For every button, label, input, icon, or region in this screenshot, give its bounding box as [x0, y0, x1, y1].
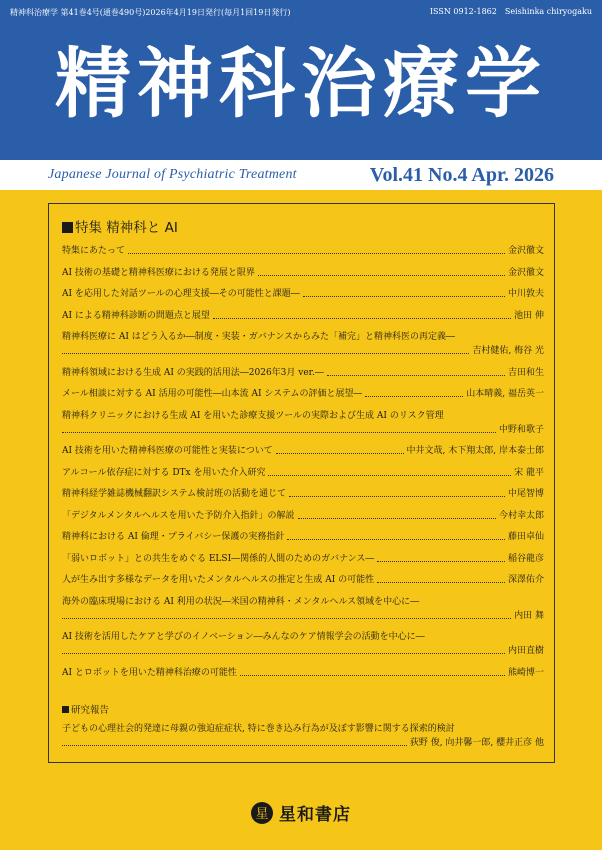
toc-item-author-line	[62, 344, 544, 358]
report-section-title: 研究報告	[71, 704, 110, 716]
toc-item-line	[62, 487, 544, 501]
toc-list	[62, 244, 544, 680]
toc-item-title: 特集にあたって	[62, 246, 126, 256]
leader-dots	[62, 744, 407, 746]
journal-title: 精神科治療学	[55, 39, 547, 128]
toc-item-author: 内田 舞	[514, 610, 544, 621]
toc-item-title: 精神科医療に AI はどう入るか―制度・実装・ガバナンスからみた「補完」と精神科医の再定義―	[62, 332, 456, 342]
leader-dots	[377, 581, 505, 583]
toc-item	[62, 487, 544, 501]
toc-item-line	[62, 666, 544, 680]
toc-item-title: AI 技術を活用したケアと学びのイノベーション―みんなのケア情報学会の活動を中心に―	[62, 632, 425, 642]
header-band	[0, 0, 602, 160]
toc-item-title: 精神科における AI 倫理・プライバシー保護の実務指針	[62, 532, 285, 542]
toc-item	[62, 530, 544, 544]
issn: ISSN 0912-1862	[429, 7, 497, 16]
publisher	[0, 800, 602, 825]
toc-item	[62, 552, 544, 566]
square-bullet-icon	[62, 706, 69, 713]
report-item-author: 荻野 俊, 向井馨一郎, 櫻井正彦 他	[409, 737, 544, 748]
toc-item-title: 「デジタルメンタルヘルスを用いた予防介入指針」の解説	[62, 510, 295, 521]
leader-dots	[213, 317, 511, 319]
toc-item-title: 精神科領域における生成 AI の実践的活用法―2026年3月 ver.―	[62, 367, 324, 378]
toc-item-author: 内田直樹	[507, 646, 544, 656]
subtitle-band	[0, 160, 602, 190]
toc-item-author: 池田 伸	[514, 310, 544, 321]
toc-item-line	[62, 444, 544, 458]
leader-dots	[377, 560, 505, 562]
toc-item-author: 熊崎博一	[507, 667, 544, 678]
leader-dots	[62, 617, 511, 619]
leader-dots	[128, 252, 505, 254]
publisher-name: 星和書店	[279, 805, 351, 825]
toc-item	[62, 444, 544, 458]
toc-item-author: 今村幸太郎	[498, 510, 544, 521]
toc-item-author: 中井文哉, 木下翔太郎, 岸本泰士郎	[406, 446, 544, 456]
toc-item-line	[62, 530, 544, 544]
leader-dots	[240, 674, 505, 676]
toc-item-title: 海外の臨床現場における AI 利用の状況―米国の精神科・メンタルヘルス領域を中心に―	[62, 596, 420, 607]
toc-item-author: 宋 龍平	[514, 467, 544, 478]
toc-item	[62, 309, 544, 323]
toc-item-title: AI による精神科診断の問題点と展望	[62, 310, 210, 321]
toc-item	[62, 387, 544, 401]
report-section-heading	[62, 702, 544, 716]
toc-item	[62, 266, 544, 280]
romanized-title: Seishinka chiryogaku	[504, 7, 592, 16]
feature-section-title: 特集 精神科と AI	[75, 220, 178, 236]
toc-item-author: 吉村健佑, 梅谷 光	[472, 346, 544, 356]
issue-info: 精神科治療学 第41巻4号(通巻490号)2026年4月19日発行(毎月1回19日発行)	[10, 8, 291, 17]
feature-section-heading	[62, 216, 544, 236]
toc-item-author: 中川敦夫	[507, 289, 544, 299]
square-bullet-icon	[62, 222, 73, 233]
toc-item-author-line	[62, 423, 544, 437]
toc-item	[62, 666, 544, 680]
toc-item-title: アルコール依存症に対する DTx を用いた介入研究	[62, 467, 266, 478]
toc-item-title: 「弱いロボット」との共生をめぐる ELSI―関係的人間のためのガバナンス―	[62, 553, 375, 564]
toc-item	[62, 409, 544, 437]
toc-item	[62, 630, 544, 658]
toc-item-line	[62, 309, 544, 323]
toc-item-line	[62, 387, 544, 401]
toc-item	[62, 244, 544, 258]
toc-item	[62, 595, 544, 623]
toc-item-title: 精神科クリニックにおける生成 AI を用いた診療支援ツールの実際および生成 AI のリスク管理	[62, 410, 444, 421]
toc-item-line	[62, 244, 544, 258]
toc-item-author: 山本晴義, 福岳英一	[466, 389, 544, 399]
toc-item-line	[62, 573, 544, 587]
toc-item-author: 深澤佑介	[507, 575, 544, 585]
leader-dots	[327, 374, 505, 376]
leader-dots	[62, 431, 496, 433]
toc-item-title: 人が生み出す多様なデータを用いたメンタルヘルスの推定と生成 AI の可能性	[62, 575, 375, 585]
report-item-author-line	[62, 736, 544, 750]
issn-block	[430, 7, 592, 18]
toc-item-author-line	[62, 609, 544, 623]
toc-item-author: 中尾智博	[507, 489, 544, 499]
leader-dots	[303, 295, 505, 297]
toc-item-author: 稲谷龍彦	[507, 553, 544, 564]
toc-item-author: 吉田和生	[507, 367, 544, 378]
toc-item-author: 金沢徹文	[507, 246, 544, 256]
toc-item-line	[62, 509, 544, 523]
leader-dots	[258, 274, 505, 276]
leader-dots	[287, 538, 505, 540]
toc-item-title: AI を応用した対話ツールの心理支援―その可能性と課題―	[62, 289, 300, 299]
toc-item	[62, 287, 544, 301]
toc-item-author: 金沢徹文	[507, 267, 544, 278]
toc-item-line	[62, 552, 544, 566]
leader-dots	[268, 474, 511, 476]
toc-item-title: AI 技術の基礎と精神科医療における発展と限界	[62, 267, 255, 278]
toc-item-author: 藤田卓仙	[507, 532, 544, 542]
leader-dots	[62, 352, 469, 354]
leader-dots	[62, 652, 505, 654]
report-item	[62, 722, 544, 750]
leader-dots	[365, 395, 463, 397]
toc-item	[62, 466, 544, 480]
toc-item	[62, 573, 544, 587]
table-of-contents	[48, 203, 555, 763]
journal-title-en: Japanese Journal of Psychiatric Treatment	[48, 167, 297, 182]
toc-item-line	[62, 266, 544, 280]
toc-item-title: AI とロボットを用いた精神科治療の可能性	[62, 667, 237, 678]
toc-item-title: AI 技術を用いた精神科医療の可能性と実装について	[62, 446, 273, 456]
toc-item-line	[62, 466, 544, 480]
toc-item-author: 中野和歌子	[498, 424, 544, 435]
toc-item	[62, 330, 544, 358]
publisher-logo-icon: 星	[251, 802, 273, 824]
toc-item	[62, 509, 544, 523]
toc-item	[62, 366, 544, 380]
leader-dots	[276, 452, 404, 454]
toc-item-title: メール相談に対する AI 活用の可能性―山本流 AI システムの評価と展望―	[62, 389, 363, 399]
issue-meta	[10, 7, 592, 18]
report-item-title: 子どもの心理社会的発達に母親の強迫症症状, 特に巻き込み行為が及ぼす影響に関する探索的検討	[62, 723, 455, 734]
leader-dots	[298, 517, 496, 519]
toc-item-line	[62, 366, 544, 380]
volume-issue: Vol.41 No.4 Apr. 2026	[369, 163, 554, 186]
leader-dots	[289, 495, 505, 497]
toc-item-title: 精神科経学雑誌機械翻訳システム検討班の活動を通じて	[62, 489, 287, 499]
toc-item-author-line	[62, 644, 544, 658]
toc-item-line	[62, 287, 544, 301]
